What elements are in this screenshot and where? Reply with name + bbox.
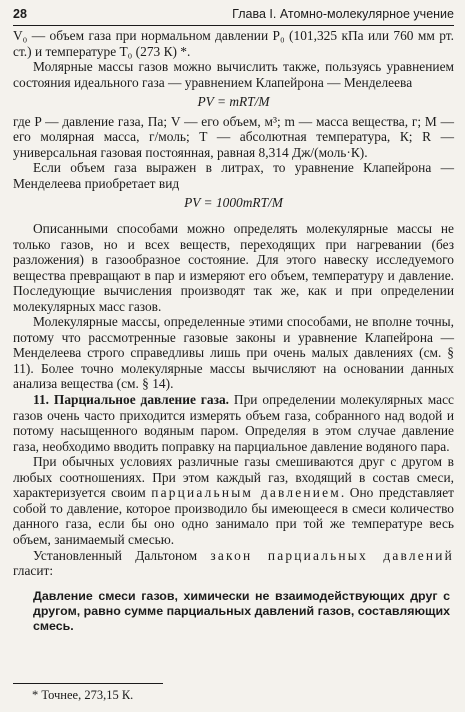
section-heading: 11. Парциальное давление газа. — [33, 392, 229, 408]
term-dalton-law: закон парциальных давлений — [210, 547, 454, 563]
paragraph-variables: где P — давление газа, Па; V — его объем, м³; m — масса вещества, г; M — его молярная масса, г/моль; T — абсолютная температура, К; R — универсальная газовая постоянная, равная 8,314 Дж/(моль·К). — [13, 113, 454, 160]
formula-clapeyron: PV = mRT/M — [197, 94, 270, 110]
paragraph-section-11 — [13, 392, 454, 454]
footnote: * Точнее, 273,15 К. — [32, 688, 134, 702]
section-text: При определении молекулярных масс газов очень часто приходится измерять объем газа, собранного над водой и потому насыщенного водяным паром. Определяя в этом случае давление газа, необходимо вводить поправку на парциальное давление водяного пара. — [13, 392, 454, 454]
mixing-text-start: При обычных условиях различные газы смешиваются друг с другом в любых соотношениях. При этом каждый газ, входящий в состав смеси, характеризуется своим — [13, 454, 454, 501]
page-number: 28 — [13, 7, 27, 22]
mixing-text-end: . Оно представляет собой то давление, которое производило бы имеющееся в смеси количество данного газа, если бы оно одно занимало при той же температуре весь объем, занимаемый смесью. — [13, 485, 454, 547]
chapter-title: Глава I. Атомно-молекулярное учение — [232, 7, 454, 22]
paragraph-accuracy: Молекулярные массы, определенные этими способами, не вполне точны, потому что рассмотренные газовые законы и уравнение Клапейрона — Менделеева строго справедливы лишь при очень малых давлениях (см. § 11). Более точно молекулярные массы вычисляют на основании данных анализа вещества (см. § 14). — [13, 314, 454, 392]
paragraph-mixing — [13, 454, 454, 547]
paragraph-v0: V₀ — объем газа при нормальном давлении P₀ (101,325 кПа или 760 мм рт. ст.) и температуре T₀ (273 К) *. — [13, 28, 454, 59]
paragraph-methods: Описанными способами можно определять молекулярные массы не только газов, но и всех веществ, переходящих при нагревании (без разложения) в газообразное состояние. Для этого навеску исследуемого вещества превращают в пар и измеряют его объем, температуру и давление. Последующие вычисления производят так же, как и при определении молекулярных масс газов. — [13, 221, 454, 314]
page-header — [13, 6, 454, 23]
paragraph-dalton — [13, 548, 454, 579]
paragraph-liters: Если объем газа выражен в литрах, то уравнение Клапейрона — Менделеева приобретает вид — [13, 160, 454, 191]
formula-clapeyron-liters: PV = 1000mRT/M — [184, 195, 283, 211]
paragraph-molar-mass: Молярные массы газов можно вычислить также, пользуясь уравнением состояния идеального газа — уравнением Клапейрона — Менделеева — [13, 59, 454, 90]
header-rule — [13, 25, 454, 26]
footnote-rule — [13, 683, 163, 684]
dalton-law-statement: Давление смеси газов, химически не взаимодействующих друг с другом, равно сумме парциальных давлений газов, составляющих смесь. — [33, 588, 450, 633]
dalton-text-start: Установленный Дальтоном — [33, 547, 211, 563]
dalton-text-end: гласит: — [13, 563, 54, 579]
term-partial-pressure: парциальным давлением — [151, 485, 341, 501]
